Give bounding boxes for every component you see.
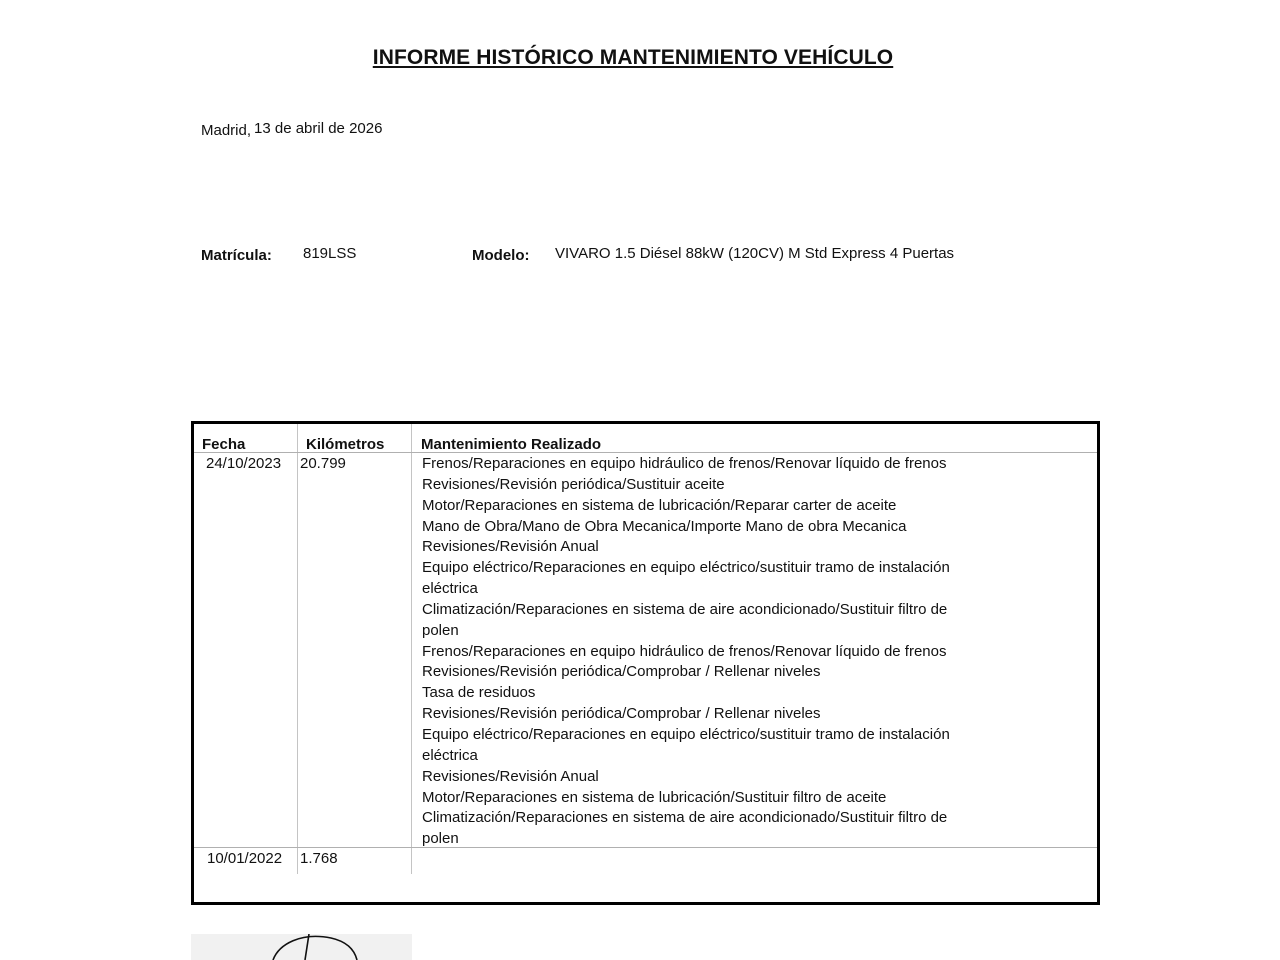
list-item: Revisiones/Revisión periódica/Comprobar / Rellenar niveles bbox=[422, 705, 821, 723]
header-work: Mantenimiento Realizado bbox=[421, 436, 602, 453]
column-divider bbox=[411, 424, 412, 874]
place-label: Madrid, bbox=[201, 122, 252, 139]
list-item: Climatización/Reparaciones en sistema de aire acondicionado/Sustituir filtro de polen bbox=[422, 600, 948, 639]
list-item: Equipo eléctrico/Reparaciones en equipo eléctrico/sustituir tramo de instalación eléctrica bbox=[422, 725, 950, 764]
list-item: Tasa de residuos bbox=[422, 684, 536, 702]
maintenance-table bbox=[191, 421, 1100, 905]
row-1-date: 24/10/2023 bbox=[206, 455, 282, 472]
list-item: Climatización/Reparaciones en sistema de aire acondicionado/Sustituir filtro de polen bbox=[422, 809, 948, 848]
list-item: Frenos/Reparaciones en equipo hidráulico de frenos/Renovar líquido de frenos bbox=[422, 455, 947, 472]
list-item: Motor/Reparaciones en sistema de lubricación/Reparar carter de aceite bbox=[422, 496, 897, 514]
row-1-km: 20.799 bbox=[300, 455, 346, 472]
plate-label: Matrícula: bbox=[201, 247, 272, 264]
model-value: VIVARO 1.5 Diésel 88kW (120CV) M Std Express 4 Puertas bbox=[555, 245, 955, 262]
header-date: Fecha bbox=[202, 436, 246, 453]
plate-value: 819LSS bbox=[303, 245, 357, 262]
list-item: Mano de Obra/Mano de Obra Mecanica/Importe Mano de obra Mecanica bbox=[422, 517, 907, 535]
list-item: Equipo eléctrico/Reparaciones en equipo eléctrico/sustituir tramo de instalación eléctrica bbox=[422, 559, 950, 598]
column-divider bbox=[297, 424, 298, 874]
row-1-maintenance-list bbox=[422, 454, 982, 850]
list-item: Revisiones/Revisión periódica/Sustituir aceite bbox=[422, 475, 725, 493]
row-2-km: 1.768 bbox=[300, 850, 338, 867]
report-title: INFORME HISTÓRICO MANTENIMIENTO VEHÍCULO bbox=[372, 46, 894, 69]
list-item: Revisiones/Revisión Anual bbox=[422, 767, 599, 785]
report-date: 13 de abril de 2026 bbox=[254, 120, 383, 137]
header-km: Kilómetros bbox=[306, 436, 385, 453]
list-item: Revisiones/Revisión Anual bbox=[422, 538, 599, 556]
signature-stroke bbox=[191, 934, 412, 960]
model-label: Modelo: bbox=[472, 247, 530, 264]
signature-image bbox=[191, 934, 412, 960]
list-item: Motor/Reparaciones en sistema de lubricación/Sustituir filtro de aceite bbox=[422, 788, 887, 806]
list-item: Revisiones/Revisión periódica/Comprobar / Rellenar niveles bbox=[422, 663, 821, 681]
row-2-date: 10/01/2022 bbox=[207, 850, 283, 867]
list-item: Frenos/Reparaciones en equipo hidráulico de frenos/Renovar líquido de frenos bbox=[422, 642, 947, 660]
